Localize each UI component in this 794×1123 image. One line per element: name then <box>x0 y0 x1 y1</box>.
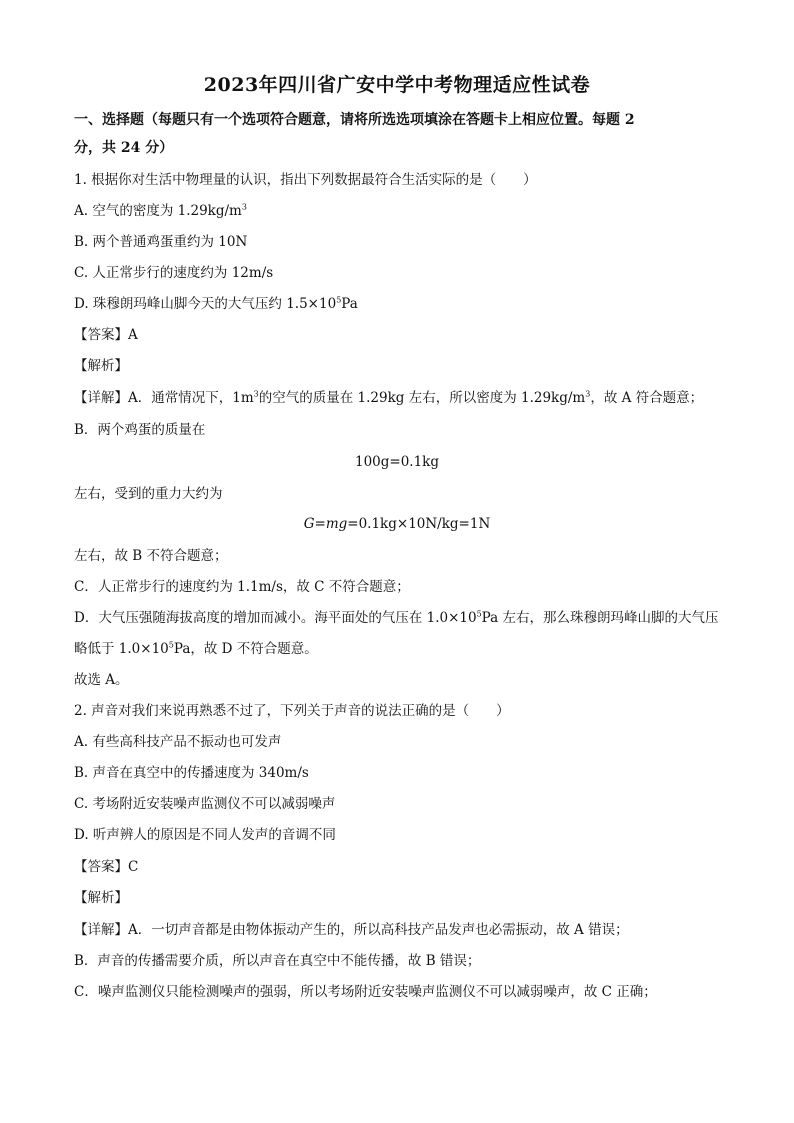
q1-eq-equals: = <box>314 516 326 532</box>
q1-detail-d-line1 <box>74 608 724 628</box>
q1-detail-a-part2: 的空气的质量在 1.29kg 左右，所以密度为 1.29kg/m <box>258 390 586 406</box>
q1-detail-d-part4: Pa，故 D 不符合题意。 <box>173 641 318 657</box>
q1-detail-b-line3: 左右，故 B 不符合题意； <box>74 548 228 564</box>
q1-option-d-text: D. 珠穆朗玛峰山脚今天的大气压约 1.5×10 <box>74 296 337 312</box>
q1-detail-d-part1: D．大气压强随海拔高度的增加而减小。海平面处的气压在 1.0×10 <box>74 610 477 626</box>
q1-answer: 【答案】A <box>74 327 138 343</box>
q2-analysis-label: 【解析】 <box>74 890 128 906</box>
q2-answer: 【答案】C <box>74 859 139 875</box>
q2-detail-b: B．声音的传播需要介质，所以声音在真空中不能传播，故 B 错误； <box>74 953 481 969</box>
q1-option-d-sup: 5 <box>336 295 342 305</box>
q1-option-c: C. 人正常步行的速度约为 12m/s <box>74 265 274 281</box>
section-heading-line1: 一、选择题（每题只有一个选项符合题意，请将所选选项填涂在答题卡上相应位置。每题 2 <box>74 112 635 128</box>
q1-option-b: B. 两个普通鸡蛋重约为 10N <box>74 234 248 250</box>
q1-detail-d-line2 <box>74 639 724 659</box>
q2-detail-a: 【详解】A．一切声音都是由物体振动产生的，所以高科技产品发声也必需振动，故 A 错误； <box>74 922 629 938</box>
q1-detail-b-line2: 左右，受到的重力大约为 <box>74 486 223 502</box>
q1-detail-d-part3: 略低于 1.0×10 <box>74 641 169 657</box>
q1-detail-d-sup1: 5 <box>476 609 482 619</box>
q1-eq-rest: =0.1kg×10N/kg=1N <box>347 516 491 532</box>
q1-eq-g-symbol: G <box>303 516 315 532</box>
q1-detail-b-line1: B．两个鸡蛋的质量在 <box>74 422 206 438</box>
q1-detail-c: C．人正常步行的速度约为 1.1m/s，故 C 不符合题意； <box>74 579 410 595</box>
q1-option-a <box>74 201 724 221</box>
q1-detail-a-part3: ，故 A 符合题意； <box>590 390 704 406</box>
q1-detail-b-equation2 <box>0 514 794 534</box>
q1-analysis-label: 【解析】 <box>74 358 128 374</box>
q1-detail-a-sup2: 3 <box>585 389 591 399</box>
document-title: 2023年四川省广安中学中考物理适应性试卷 <box>203 74 591 96</box>
q2-option-a: A. 有些高科技产品不振动也可发声 <box>74 734 282 750</box>
q2-option-b: B. 声音在真空中的传播速度为 340m/s <box>74 765 309 781</box>
q1-eq-mg-symbol: mg <box>325 516 348 532</box>
q1-detail-b-equation1: 100g=0.1kg <box>354 454 439 470</box>
q2-option-d: D. 听声辨人的原因是不同人发声的音调不同 <box>74 827 336 843</box>
q1-detail-d-sup2: 5 <box>168 640 174 650</box>
q1-stem: 1. 根据你对生活中物理量的认识，指出下列数据最符合生活实际的是（ ） <box>74 172 537 188</box>
q1-option-a-text: A. 空气的密度为 1.29kg/m <box>74 203 242 219</box>
q1-detail-a <box>74 388 724 408</box>
q1-detail-a-sup1: 3 <box>253 389 259 399</box>
section-heading-line2: 分，共 24 分） <box>74 140 174 156</box>
q1-detail-a-part1: 【详解】A．通常情况下，1m <box>74 390 254 406</box>
q1-detail-d-part2: Pa 左右，那么珠穆朗玛峰山脚的大气压 <box>481 610 719 626</box>
q1-option-a-sup: 3 <box>241 202 247 212</box>
q1-conclusion: 故选 A。 <box>74 672 129 688</box>
q2-detail-c: C．噪声监测仪只能检测噪声的强弱，所以考场附近安装噪声监测仪不可以减弱噪声，故 C 正确； <box>74 984 657 1000</box>
q2-stem: 2. 声音对我们来说再熟悉不过了，下列关于声音的说法正确的是（ ） <box>74 703 510 719</box>
q1-option-d-unit: Pa <box>341 296 358 312</box>
q1-option-d <box>74 294 724 314</box>
q2-option-c: C. 考场附近安装噪声监测仪不可以减弱噪声 <box>74 796 336 812</box>
